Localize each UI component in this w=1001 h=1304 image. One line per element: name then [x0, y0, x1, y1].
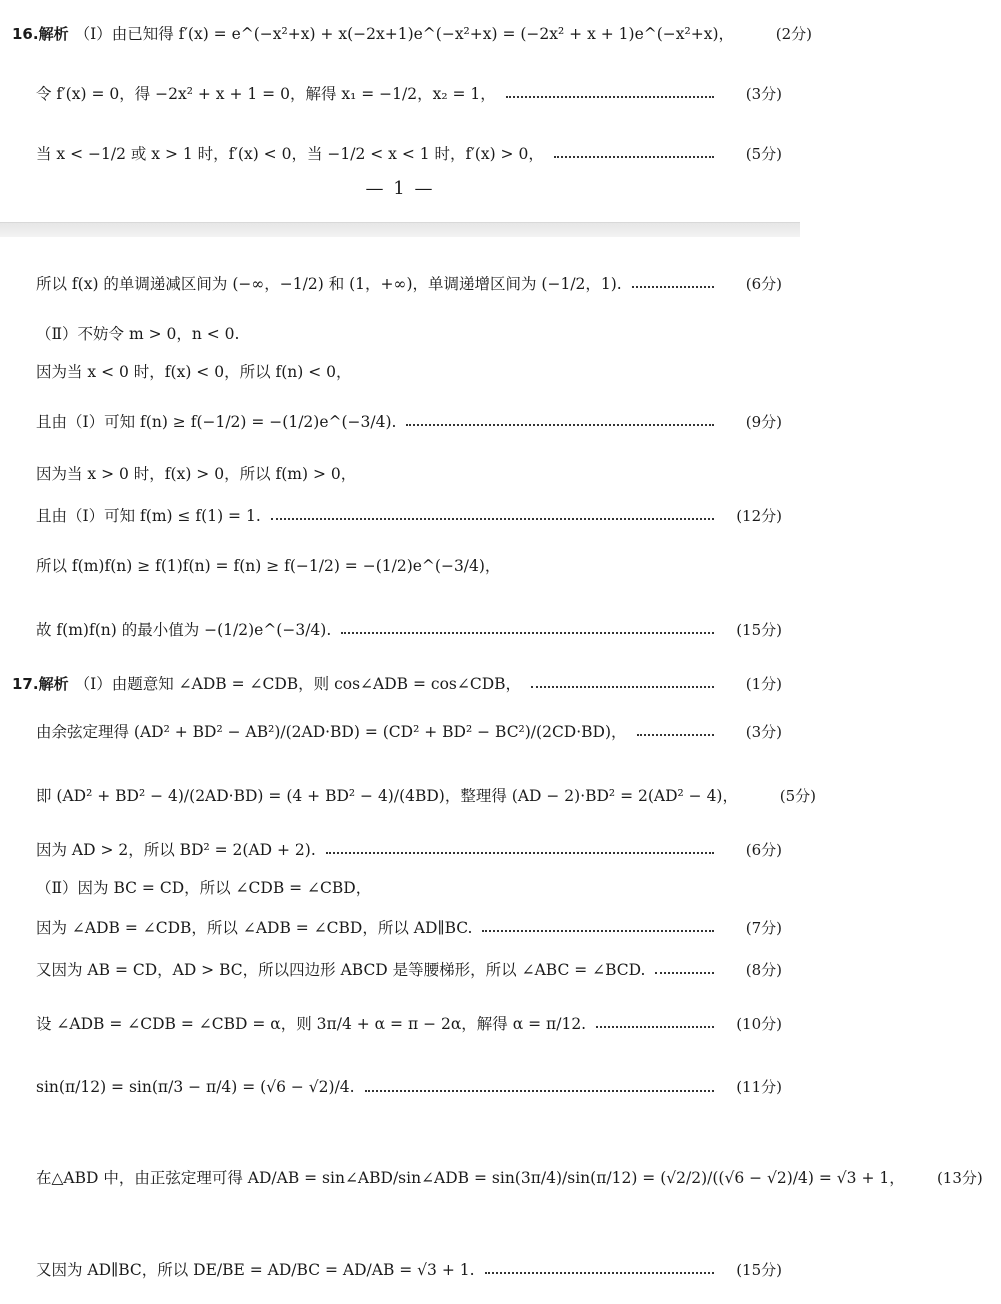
line-text: sin(π/12) = sin(π/3 − π/4) = (√6 − √2)/4. — [36, 1077, 355, 1096]
q16-line-6 — [0, 360, 800, 382]
question-number: 16. — [12, 25, 39, 43]
analysis-tag: 解析 — [38, 25, 69, 43]
line-text: （Ⅰ）由题意知 ∠ADB = ∠CDB，则 cos∠ADB = cos∠CDB， — [74, 675, 522, 693]
dot-leader — [365, 1088, 714, 1092]
dot-leader — [341, 630, 714, 634]
score-label: (5分) — [745, 144, 782, 163]
line-text: 故 f(m)f(n) 的最小值为 −(1/2)e^(−3/4). — [36, 621, 332, 639]
line-text: 又因为 AD∥BC，所以 DE/BE = AD/BC = AD/AB = √3 + 1. — [36, 1261, 475, 1279]
q16-line-10 — [0, 554, 800, 576]
score-label: (5分) — [779, 786, 816, 805]
q17-line-7 — [0, 958, 800, 980]
dot-leader — [506, 94, 714, 98]
line-text: （Ⅰ）由已知得 f′(x) = e^(−x²+x) + x(−2x+1)e^(−x²+x) = (−2x² + x + 1)e^(−x²+x)， — [74, 25, 734, 43]
score-label: (15分) — [736, 1260, 782, 1279]
q16-line-9 — [0, 504, 800, 526]
score-label: (9分) — [745, 412, 782, 431]
score-label: (3分) — [745, 84, 782, 103]
dot-leader — [485, 1270, 714, 1274]
q16-line-11 — [0, 618, 800, 640]
line-text: 又因为 AB = CD，AD > BC，所以四边形 ABCD 是等腰梯形，所以 ∠ABC = ∠BCD. — [36, 961, 646, 979]
line-text: 因为当 x < 0 时，f(x) < 0，所以 f(n) < 0， — [36, 363, 352, 381]
score-label: (8分) — [745, 960, 782, 979]
q17-line-1 — [0, 672, 800, 694]
dot-leader — [406, 422, 714, 426]
score-label: (1分) — [745, 674, 782, 693]
dot-leader — [482, 928, 714, 932]
line-text: 因为 ∠ADB = ∠CDB，所以 ∠ADB = ∠CBD，所以 AD∥BC. — [36, 919, 473, 937]
q17-line-10 — [0, 1166, 983, 1188]
line-text: 因为 AD > 2，所以 BD² = 2(AD + 2). — [36, 841, 316, 859]
q17-line-4 — [0, 838, 800, 860]
dot-leader — [637, 732, 714, 736]
line-text: 设 ∠ADB = ∠CDB = ∠CBD = α，则 3π/4 + α = π − 2α，解得 α = π/12. — [36, 1015, 587, 1033]
line-text: 由余弦定理得 (AD² + BD² − AB²)/(2AD·BD) = (CD² + BD² − BC²)/(2CD·BD)， — [36, 723, 627, 741]
dot-leader — [655, 970, 714, 974]
q16-line-1 — [0, 22, 812, 44]
q17-line-9 — [0, 1076, 800, 1097]
score-label: (3分) — [745, 722, 782, 741]
q16-line-2 — [0, 82, 800, 104]
score-label: (6分) — [745, 274, 782, 293]
line-text: 所以 f(x) 的单调递减区间为 (−∞，−1/2) 和 (1，+∞)，单调递增区间为 (−1/2，1). — [36, 275, 622, 293]
score-label: (15分) — [736, 620, 782, 639]
line-text: 且由（Ⅰ）可知 f(m) ≤ f(1) = 1. — [36, 507, 261, 525]
q16-line-3 — [0, 142, 800, 164]
q17-line-3 — [0, 784, 816, 806]
line-text: 在△ABD 中，由正弦定理可得 AD/AB = sin∠ABD/sin∠ADB = sin(3π/4)/sin(π/12) = (√2/2)/((√6 − √2)/4) = √3 + 1， — [36, 1169, 905, 1187]
page-marker: — 1 — — [365, 178, 435, 199]
line-text: 所以 f(m)f(n) ≥ f(1)f(n) = f(n) ≥ f(−1/2) = −(1/2)e^(−3/4)， — [36, 557, 501, 575]
q17-line-6 — [0, 916, 800, 938]
q16-line-7 — [0, 410, 800, 432]
q17-line-2 — [0, 720, 800, 742]
dot-leader — [326, 850, 714, 854]
line-text: （Ⅱ）不妨令 m > 0，n < 0. — [36, 325, 240, 343]
score-label: (11分) — [736, 1078, 782, 1096]
question-number: 17. — [12, 675, 39, 693]
dot-leader — [531, 684, 714, 688]
dot-leader — [596, 1024, 714, 1028]
dot-leader — [632, 284, 714, 288]
score-label: (10分) — [736, 1014, 782, 1033]
score-label: (7分) — [745, 918, 782, 937]
dot-leader — [271, 516, 714, 520]
page-separator — [0, 222, 800, 237]
score-label: (2分) — [775, 24, 812, 43]
score-label: (12分) — [736, 506, 782, 525]
line-text: 且由（Ⅰ）可知 f(n) ≥ f(−1/2) = −(1/2)e^(−3/4). — [36, 413, 397, 431]
line-text: 当 x < −1/2 或 x > 1 时，f′(x) < 0，当 −1/2 < x < 1 时，f′(x) > 0， — [36, 145, 544, 163]
q17-line-5 — [0, 876, 800, 898]
line-text: （Ⅱ）因为 BC = CD，所以 ∠CDB = ∠CBD， — [36, 879, 372, 897]
q16-line-8 — [0, 462, 800, 484]
line-text: 即 (AD² + BD² − 4)/(2AD·BD) = (4 + BD² − 4)/(4BD)，整理得 (AD − 2)·BD² = 2(AD² − 4)， — [36, 787, 738, 805]
dot-leader — [554, 154, 714, 158]
q17-line-11 — [0, 1258, 800, 1280]
q16-line-4 — [0, 272, 800, 294]
score-label: (6分) — [745, 840, 782, 859]
analysis-tag: 解析 — [38, 675, 69, 693]
line-text: 因为当 x > 0 时，f(x) > 0，所以 f(m) > 0， — [36, 465, 357, 483]
score-label: (13分) — [936, 1168, 983, 1187]
q16-line-5 — [0, 322, 800, 344]
q17-line-8 — [0, 1012, 800, 1034]
line-text: 令 f′(x) = 0，得 −2x² + x + 1 = 0，解得 x₁ = −1/2，x₂ = 1， — [36, 85, 496, 103]
